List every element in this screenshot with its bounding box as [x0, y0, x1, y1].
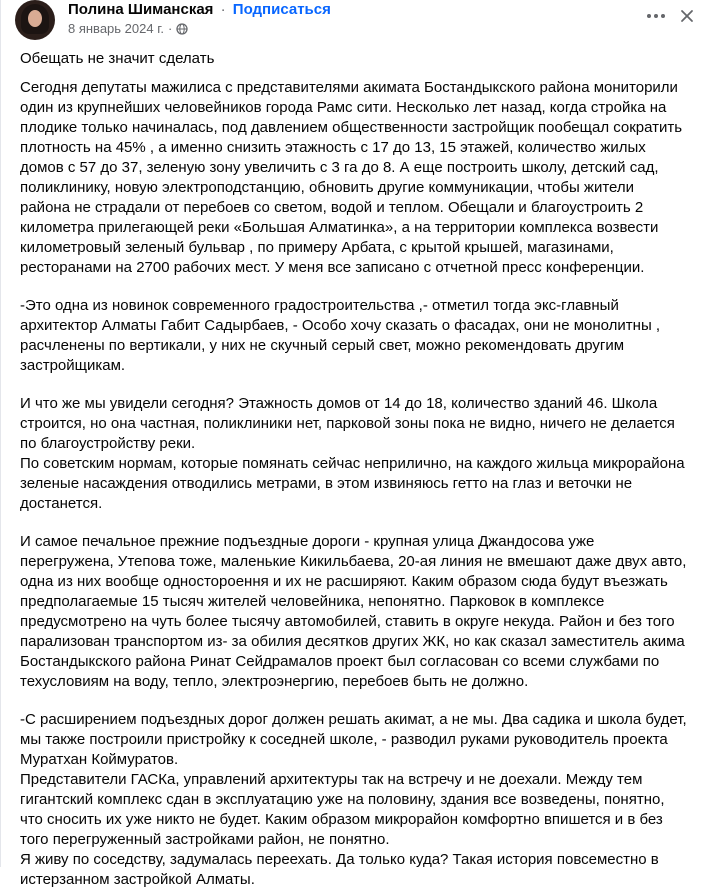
post-paragraph-3: И что же мы увидели сегодня? Этажность домов от 14 до 18, количество зданий 46. Школа строится, но она частная, поликлиники нет, парковой зоны пока не видно, ничего не делается по благоустройству реки.: [20, 395, 675, 452]
date-separator: ·: [167, 21, 173, 36]
more-dot: [654, 14, 658, 18]
author-name[interactable]: Полина Шиманская: [68, 1, 214, 18]
more-horizontal-icon: [647, 14, 651, 18]
follow-link[interactable]: Подписаться: [232, 1, 331, 18]
name-separator: ·: [220, 1, 226, 18]
post-header: [1, 0, 710, 46]
post-paragraph-2: -Это одна из новинок современного градостроительства ,- отметил тогда экс-главный архитектор Алматы Габит Садырбаев, - Особо хочу сказать о фасадах, они не монолитны , расчленены по вертикали, у них не скучный серый свет, можно рекомендовать другим застройщикам.: [20, 297, 661, 374]
post-paragraph-1: Сегодня депутаты мажилиса с представителями акимата Бостандыкского района мониторили один из крупнейших человейников города Рамс сити. Несколько лет назад, когда стройка на плодике только начиналась, под давлением общественности застройщик пообещал сократить плотность на 45% , а именно снизить этажность с 17 до 13, 15 этажей, количество жилых домов с 57 до 37, зеленую зону увеличить с 3 га до 8. А еще построить школу, детский сад, поликлинику, новую электроподстанцию, обновить другие коммуникации, чтобы жители района не страдали от перебоев со светом, водой и теплом. Обещали и благоустроить 2 километра прилегающей реки «Большая Алматинка», а на территории комплекса возвести километровый зеленый бульвар , по примеру Арбата, с крытой крышей, магазинами, ресторанами на 2700 рабочих мест. У меня все записано с отчетной пресс конференции.: [20, 79, 683, 276]
avatar-face: [28, 10, 42, 27]
post-paragraph-6: -С расширением подъездных дорог должен решать акимат, а не мы. Два садика и школа будет, мы также построили пристройку к соседней школе, - разводил руками руководитель проекта Муратхан Коймуратов.: [20, 711, 687, 768]
more-dot: [661, 14, 665, 18]
post-body: [20, 49, 688, 890]
post-meta: [68, 21, 188, 37]
more-options-button[interactable]: [642, 6, 670, 26]
close-button[interactable]: [674, 3, 700, 29]
author-line: [68, 1, 331, 19]
close-icon: [680, 9, 694, 23]
post-paragraph-8: Я живу по соседству, задумалась переехать. Да только куда? Такая история повсеместно в истерзанном застройкой Алматы.: [20, 851, 659, 888]
author-avatar[interactable]: [15, 0, 55, 40]
post-paragraph-7: Представители ГАСКа, управлений архитектуры так на встречу и не доехали. Между тем гигантский комплекс сдан в эксплуатацию уже на половину, здания все возведены, понятно, что сносить их уже никто не будет. Каким образом микрорайон комфортно впишется и в без того перегруженный застройками район, не понятно.: [20, 771, 665, 848]
post-paragraph-5: И самое печальное прежние подъездные дороги - крупная улица Джандосова уже перегружена, Утепова тоже, маленькие Кикильбаева, 20-ая линия не вмешают даже двух авто, одна из них вообще одностороення и их не расширяют. Каким образом сюда будут въезжать предполагаемые 15 тысяч жителей человейника, непонятно. Парковок в комплексе предусмотрено на чуть более тысячу автомобилей, ставить в округе некуда. Район и без того парализован транспортом из- за обилия десятков других ЖК, но как сказал заместитель акима Бостандыкского района Ринат Сейдрамалов проект был согласован со всеми службами по техусловиям на воду, тепло, электроэнергию, перебоев быть не должно.: [20, 533, 687, 690]
post-date[interactable]: 8 январь 2024 г.: [68, 21, 164, 36]
globe-icon: [176, 23, 188, 35]
post-title: Обещать не значит сделать: [20, 50, 215, 67]
post-paragraph-4: По советским нормам, которые помянать сейчас неприлично, на каждого жильца микрорайона зеленые насаждения отводились метрами, в этом извиняюсь гетто на глаз и веточки не достанется.: [20, 455, 685, 512]
